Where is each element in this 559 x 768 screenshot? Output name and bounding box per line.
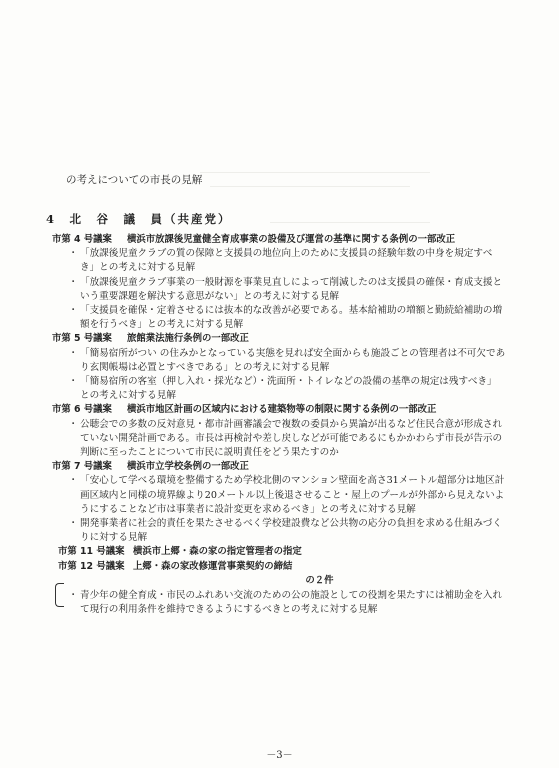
agenda-item-number: 市第 7 号議案 xyxy=(52,461,112,473)
agenda-item-heading xyxy=(52,460,522,474)
agenda-item-title: 上郷・森の家改修運営事業契約の締結 xyxy=(133,560,293,572)
view-text: 「放課後児童クラブ事業の一般財源を事業見直しによって削減したのは支援員の確保・育成支援という重要課題を解決する意思がない」との考えに対する見解 xyxy=(80,276,503,302)
agenda-item-number: 市第 12 号議案 xyxy=(58,560,125,572)
view-bullet: ・ 開発事業者に社会的責任を果たさせるべく学校建設費など公共物の応分の負担を求める仕組みづくりに対する見解 xyxy=(66,517,506,545)
agenda-item-heading xyxy=(58,545,522,559)
view-bullet: ・ 「簡易宿所がつい の住みかとなっている実態を見れば安全面からも施設ごとの管理者は不可欠であり玄関帳場は必置とすべきである」との考えに対する見解 xyxy=(66,347,506,375)
agenda-item-heading xyxy=(58,560,522,574)
intro-line: の考えについての市長の見解 xyxy=(66,174,203,186)
agenda-item-number: 市第 11 号議案 xyxy=(58,546,125,558)
view-text: 「放課後児童クラブの質の保障と支援員の地位向上のために支援員の経験年数の中身を規定すべき」との考えに対する見解 xyxy=(80,248,493,274)
view-bullet: ・ 「安心して学べる環境を整備するため学校北側のマンション壁面を高さ31メートル超部分は地区計画区域内と同様の境界線より20メートル以上後退させること・屋上のプールが外部から見えないようにすることなど市は事業者に設計変更を求めるべき」との考えに対する見解 xyxy=(66,474,506,517)
agenda-item-title: 横浜市地区計画の区域内における建築物等の制限に関する条例の一部改正 xyxy=(127,404,437,416)
view-text: 「簡易宿所の客室（押し入れ・採光など）・洗面所・トイレなどの設備の基準の規定は残すべき」との考えに対する見解 xyxy=(80,376,497,402)
view-text: 開発事業者に社会的責任を果たさせるべく学校建設費など公共物の応分の負担を求める仕組みづくりに対する見解 xyxy=(80,518,502,544)
view-text: 青少年の健全育成・市民のふれあい交流のための公の施設としての役割を果たすには補助金を入れて現行の利用条件を維持できるようにするべきとの考えに対する見解 xyxy=(80,590,503,616)
agenda-item-heading xyxy=(52,403,522,417)
agenda-item-number: 市第 5 号議案 xyxy=(52,333,112,345)
agenda-item-number: 市第 4 号議案 xyxy=(52,234,112,245)
agenda-item-title: 旅館業法施行条例の一部改正 xyxy=(127,333,249,345)
view-bullet: ・ 「放課後児童クラブの質の保障と支援員の地位向上のために支援員の経験年数の中身を規定すべき」との考えに対する見解 xyxy=(66,247,506,275)
agenda-item-title: 横浜市立学校条例の一部改正 xyxy=(127,461,249,473)
view-bullet: ・ 「支援員を確保・定着させるには抜本的な改善が必要である。基本給補助の増額と勤続給補助の増額を行うべき」との考えに対する見解 xyxy=(66,304,506,332)
bleed-through-mark xyxy=(200,172,430,173)
agenda-item-heading xyxy=(52,233,522,247)
view-text: 「支援員を確保・定着させるには抜本的な改善が必要である。基本給補助の増額と勤続給補助の増額を行うべき」との考えに対する見解 xyxy=(80,305,503,331)
agenda-item-title: 横浜市上郷・森の家の指定管理者の指定 xyxy=(133,546,302,558)
agenda-item-heading xyxy=(52,332,522,346)
view-bullet: ・ 青少年の健全育成・市民のふれあい交流のための公の施設としての役割を果たすには補助金を入れて現行の利用条件を維持できるようにするべきとの考えに対する見解 xyxy=(66,589,506,617)
view-bullet: ・ 「簡易宿所の客室（押し入れ・採光など）・洗面所・トイレなどの設備の基準の規定は残すべき」との考えに対する見解 xyxy=(66,375,506,403)
view-text: 「簡易宿所がつい の住みかとなっている実態を見れば安全面からも施設ごとの管理者は不可欠であり玄関帳場は必置とすべきである」との考えに対する見解 xyxy=(80,347,506,373)
speaker-heading: 4 北 谷 議 員（共産党） xyxy=(46,212,232,226)
page-number: －3－ xyxy=(266,750,293,761)
agenda-item-title: 横浜市放課後児童健全育成事業の設備及び運営の基準に関する条例の一部改正 xyxy=(127,234,456,245)
view-bullet: ・ 公聴会での多数の反対意見・都市計画審議会で複数の委員から異論が出るなど住民合意が形成されていない開発計画である。市長は再検討や差し戻しなどが可能であるにもかかわらず市長が告示の判断に至ったことについて市民に説明責任をどう果たすのか xyxy=(66,418,506,461)
bleed-through-mark xyxy=(270,222,430,223)
grouped-items-suffix: の２件 xyxy=(305,574,334,586)
view-bullet: ・ 「放課後児童クラブ事業の一般財源を事業見直しによって削減したのは支援員の確保・育成支援という重要課題を解決する意思がない」との考えに対する見解 xyxy=(66,276,506,304)
grouping-bracket xyxy=(55,583,64,607)
view-text: 公聴会での多数の反対意見・都市計画審議会で複数の委員から異論が出るなど住民合意が形成されていない開発計画である。市長は再検討や差し戻しなどが可能であるにもかかわらず市長が告示の判断に至ったことについて市民に説明責任をどう果たすのか xyxy=(80,418,503,459)
bleed-through-mark xyxy=(210,186,410,187)
agenda-body xyxy=(0,233,559,617)
view-text: 「安心して学べる環境を整備するため学校北側のマンション壁面を高さ31メートル超部分は地区計画区域内と同様の境界線より20メートル以上後退させること・屋上のプールが外部から見えないようにすることなど市は事業者に設計変更を求めるべき」との考えに対する見解 xyxy=(80,475,505,515)
agenda-item-number: 市第 6 号議案 xyxy=(52,404,112,416)
